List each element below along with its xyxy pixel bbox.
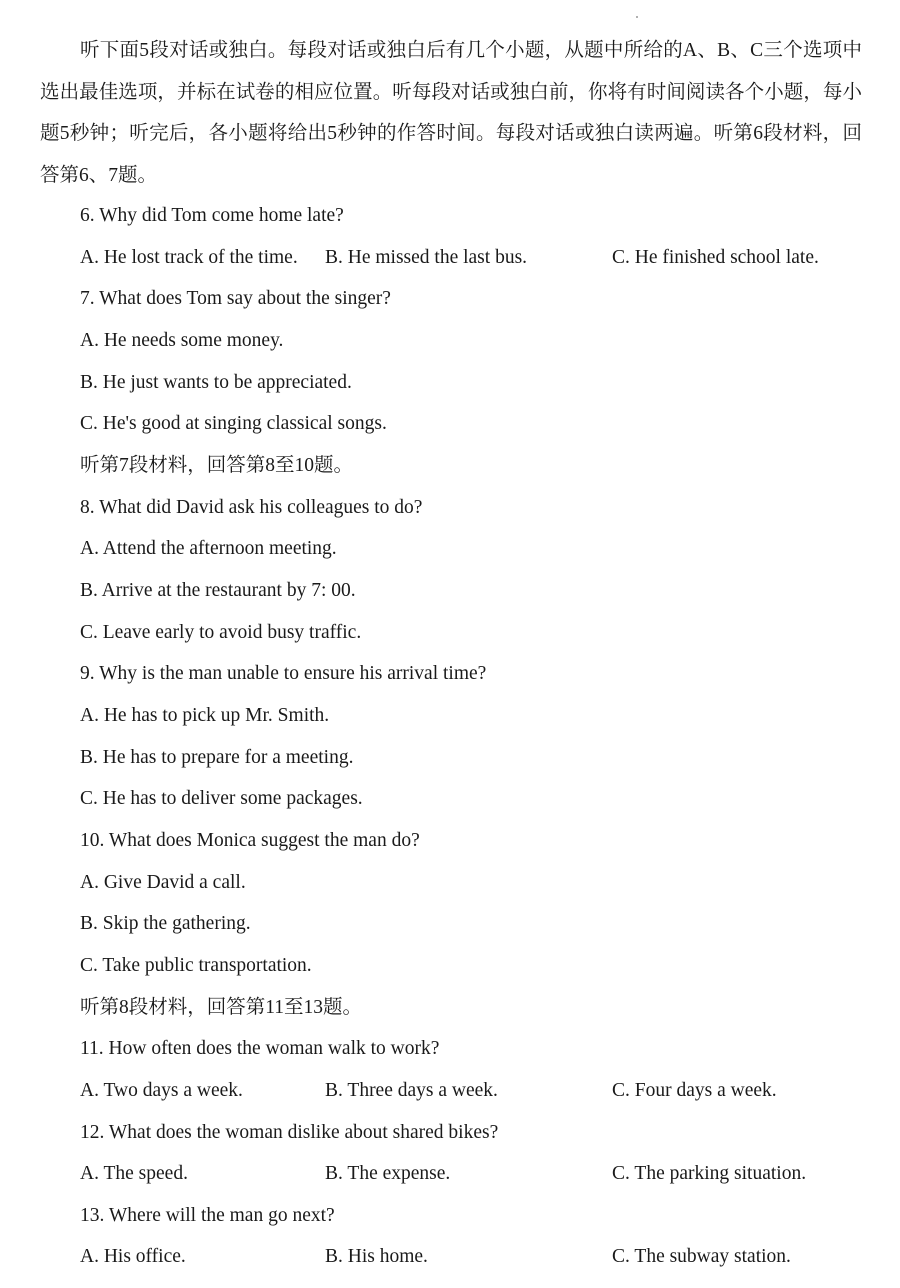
question-13-option-c: C. The subway station. — [612, 1246, 791, 1267]
section-7-heading: 听第7段材料，回答第8至10题。 — [80, 455, 354, 476]
question-9-option-a: A. He has to pick up Mr. Smith. — [80, 705, 330, 726]
question-8-option-b: B. Arrive at the restaurant by 7: 00. — [80, 580, 356, 601]
question-9: 9. Why is the man unable to ensure his arrival time? — [80, 663, 487, 684]
question-13-option-b: B. His home. — [325, 1246, 428, 1267]
question-7-option-c: C. He's good at singing classical songs. — [80, 413, 387, 434]
question-6: 6. Why did Tom come home late? — [80, 205, 344, 226]
question-10-option-c: C. Take public transportation. — [80, 955, 312, 976]
question-7-option-b: B. He just wants to be appreciated. — [80, 372, 352, 393]
question-10-option-a: A. Give David a call. — [80, 872, 246, 893]
question-11-option-b: B. Three days a week. — [325, 1080, 498, 1101]
question-11: 11. How often does the woman walk to work? — [80, 1038, 440, 1059]
question-8-option-a: A. Attend the afternoon meeting. — [80, 538, 337, 559]
question-10: 10. What does Monica suggest the man do? — [80, 830, 420, 851]
question-6-option-b: B. He missed the last bus. — [325, 247, 528, 268]
question-12-option-b: B. The expense. — [325, 1163, 451, 1184]
question-11-option-c: C. Four days a week. — [612, 1080, 777, 1101]
question-11-option-a: A. Two days a week. — [80, 1080, 243, 1101]
listening-instructions: 听下面5段对话或独白。每段对话或独白后有几个小题，从题中所给的A、B、C三个选项中选出最佳选项，并标在试卷的相应位置。听每段对话或独白前，你将有时间阅读各个小题，每小题5秒钟；听完后，各小题将给出5秒钟的作答时间。每段对话或独白读两遍。听第6段材料，回答第6、7题。 — [40, 40, 862, 186]
question-12: 12. What does the woman dislike about shared bikes? — [80, 1122, 499, 1143]
question-8: 8. What did David ask his colleagues to do? — [80, 497, 423, 518]
section-8-heading: 听第8段材料，回答第11至13题。 — [80, 997, 363, 1018]
question-9-option-c: C. He has to deliver some packages. — [80, 788, 363, 809]
question-9-option-b: B. He has to prepare for a meeting. — [80, 747, 354, 768]
question-12-option-c: C. The parking situation. — [612, 1163, 807, 1184]
question-6-option-a: A. He lost track of the time. — [80, 247, 298, 268]
question-8-option-c: C. Leave early to avoid busy traffic. — [80, 622, 362, 643]
page-speck — [636, 16, 638, 18]
question-13-option-a: A. His office. — [80, 1246, 186, 1267]
question-7: 7. What does Tom say about the singer? — [80, 288, 391, 309]
question-6-option-c: C. He finished school late. — [612, 247, 819, 268]
question-12-option-a: A. The speed. — [80, 1163, 188, 1184]
question-13: 13. Where will the man go next? — [80, 1205, 335, 1226]
question-10-option-b: B. Skip the gathering. — [80, 913, 251, 934]
question-7-option-a: A. He needs some money. — [80, 330, 284, 351]
